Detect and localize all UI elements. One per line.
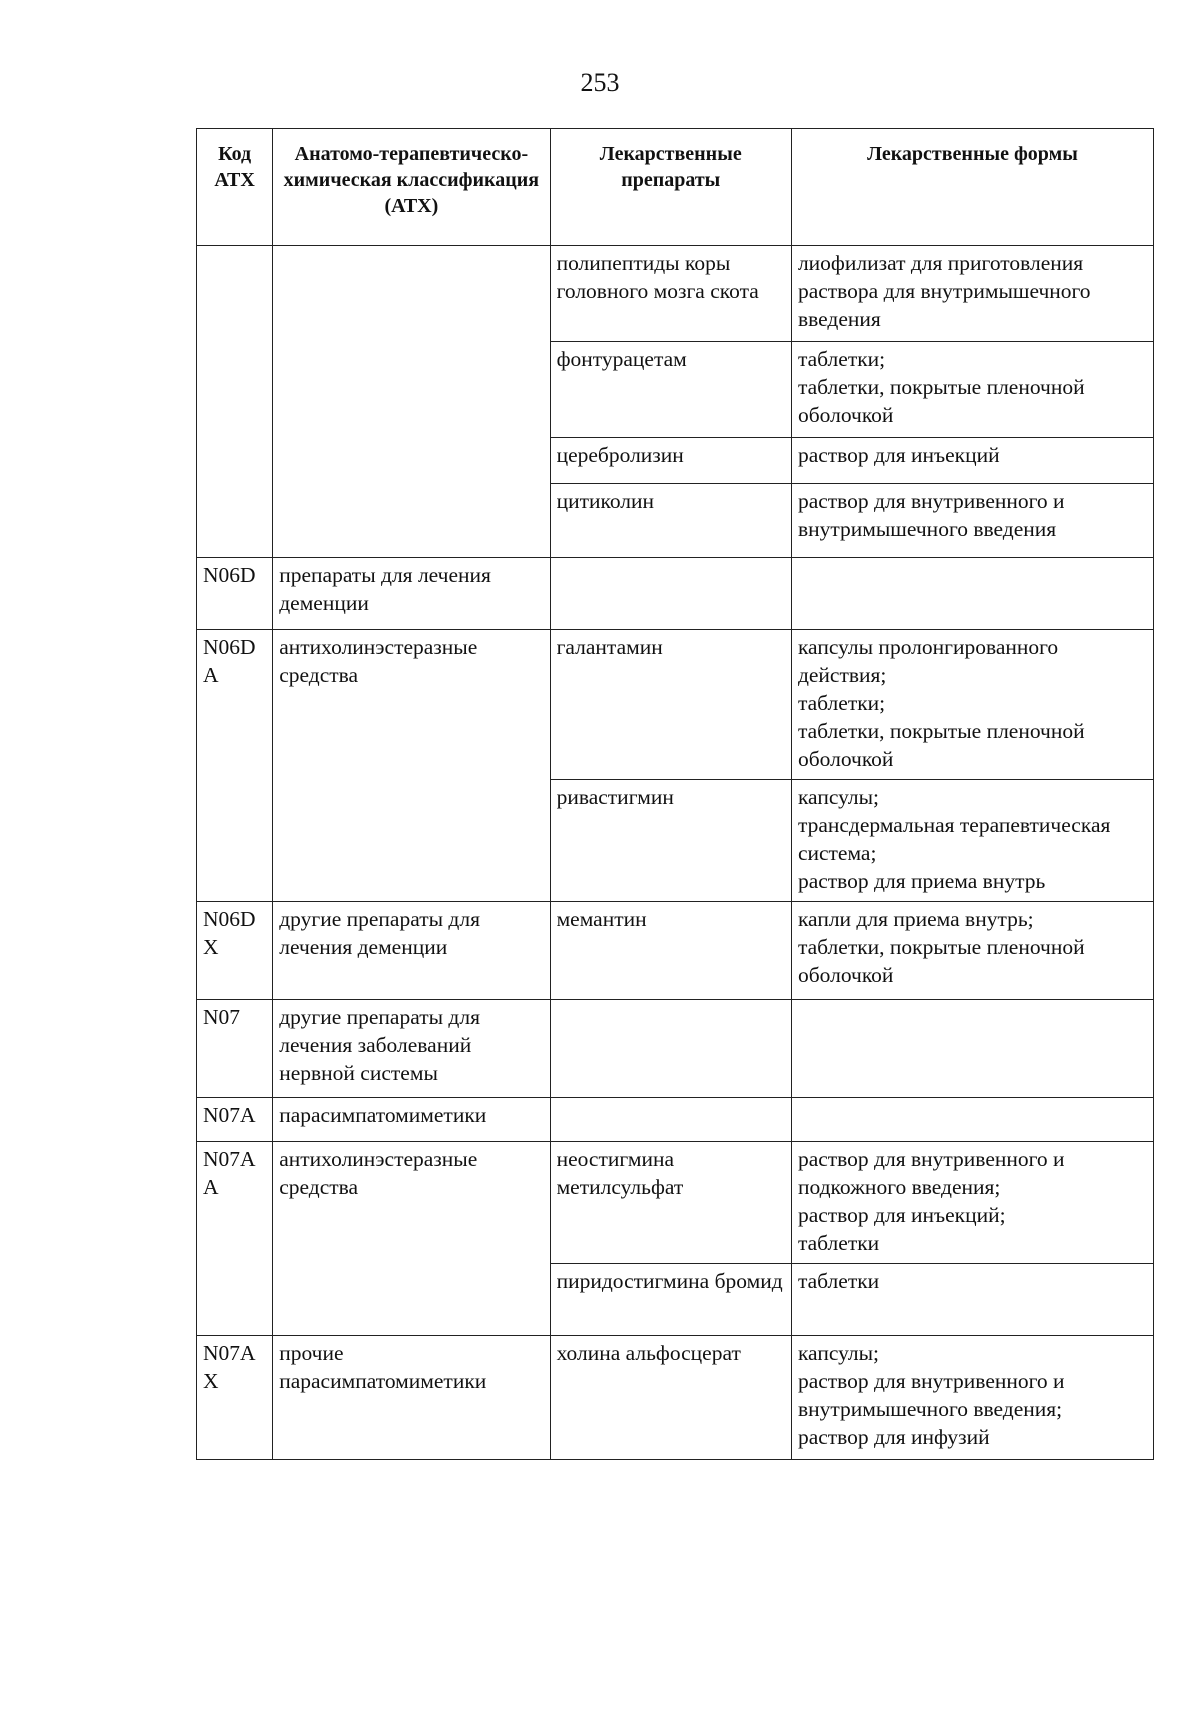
table-header-row xyxy=(197,129,1154,246)
table-body xyxy=(197,246,1154,1460)
dosage-form-line: лиофилизат для приготовления раствора для внутримышечного введения xyxy=(797,251,1091,331)
dosage-form-line: капсулы; xyxy=(797,1341,880,1365)
dosage-forms-cell xyxy=(791,1264,1153,1336)
table-row xyxy=(197,1098,1154,1142)
drug-name-cell: церебролизин xyxy=(550,438,791,484)
dosage-form-line: таблетки, покрытые пленочной оболочкой xyxy=(797,935,1085,987)
atx-classification-cell: антихолинэстеразные средства xyxy=(273,630,550,902)
table-row xyxy=(197,630,1154,780)
drug-name-cell: галантамин xyxy=(550,630,791,780)
drug-name-cell xyxy=(550,1000,791,1098)
header-code: Код АТХ xyxy=(197,129,273,246)
atx-classification-cell: парасимпатомиметики xyxy=(273,1098,550,1142)
header-classification: Анатомо-терапевтическо-химическая классификация (АТХ) xyxy=(273,129,550,246)
atx-code-cell: N07 xyxy=(197,1000,273,1098)
atx-code-cell: N07AX xyxy=(197,1336,273,1460)
atx-classification-cell: прочие парасимпатомиметики xyxy=(273,1336,550,1460)
dosage-form-line: таблетки, покрытые пленочной оболочкой xyxy=(797,375,1085,427)
dosage-forms-cell xyxy=(791,630,1153,780)
drug-name-cell xyxy=(550,558,791,630)
dosage-form-line: раствор для внутривенного и внутримышечного введения; xyxy=(797,1369,1065,1421)
drug-name-cell: мемантин xyxy=(550,902,791,1000)
dosage-form-line: капли для приема внутрь; xyxy=(797,907,1034,931)
atx-code-cell: N06DX xyxy=(197,902,273,1000)
table-row xyxy=(197,1000,1154,1098)
dosage-forms-cell xyxy=(791,1000,1153,1098)
header-forms: Лекарственные формы xyxy=(791,129,1153,246)
table-row xyxy=(197,1336,1154,1460)
table-row xyxy=(197,558,1154,630)
atx-code-cell: N06DA xyxy=(197,630,273,902)
table-row xyxy=(197,246,1154,342)
dosage-forms-cell xyxy=(791,342,1153,438)
dosage-form-line: таблетки; xyxy=(797,347,886,371)
table-row xyxy=(197,1142,1154,1264)
atx-classification-cell: другие препараты для лечения деменции xyxy=(273,902,550,1000)
dosage-forms-cell xyxy=(791,438,1153,484)
dosage-forms-cell xyxy=(791,902,1153,1000)
dosage-form-line: раствор для внутривенного и подкожного введения; xyxy=(797,1147,1065,1199)
dosage-forms-cell xyxy=(791,558,1153,630)
dosage-form-line: раствор для инфузий xyxy=(797,1425,990,1449)
drug-name-cell: фонтурацетам xyxy=(550,342,791,438)
dosage-form-line: раствор для внутривенного и внутримышечного введения xyxy=(797,489,1065,541)
dosage-form-line: трансдермальная терапевтическая система; xyxy=(797,813,1111,865)
atx-code-cell: N07AA xyxy=(197,1142,273,1336)
atx-classification-cell: другие препараты для лечения заболеваний нервной системы xyxy=(273,1000,550,1098)
atx-code-cell xyxy=(197,246,273,558)
drug-name-cell: холина альфосцерат xyxy=(550,1336,791,1460)
page-number: 253 xyxy=(580,68,620,97)
drug-name-cell: полипептиды коры головного мозга скота xyxy=(550,246,791,342)
drug-name-cell: цитиколин xyxy=(550,484,791,558)
drug-name-cell xyxy=(550,1098,791,1142)
dosage-form-line: раствор для инъекций; xyxy=(797,1203,1006,1227)
dosage-form-line: таблетки, покрытые пленочной оболочкой xyxy=(797,719,1085,771)
atx-classification-cell: антихолинэстеразные средства xyxy=(273,1142,550,1336)
header-drugs: Лекарственные препараты xyxy=(550,129,791,246)
dosage-forms-cell xyxy=(791,484,1153,558)
atx-classification-cell: препараты для лечения деменции xyxy=(273,558,550,630)
dosage-forms-cell xyxy=(791,1142,1153,1264)
drug-name-cell: неостигмина метилсульфат xyxy=(550,1142,791,1264)
dosage-forms-cell xyxy=(791,246,1153,342)
dosage-form-line: капсулы пролонгированного действия; xyxy=(797,635,1059,687)
dosage-form-line: таблетки xyxy=(797,1269,880,1293)
dosage-form-line: раствор для приема внутрь xyxy=(797,869,1046,893)
atx-classification-cell xyxy=(273,246,550,558)
dosage-forms-cell xyxy=(791,1336,1153,1460)
drug-name-cell: ривастигмин xyxy=(550,780,791,902)
dosage-forms-cell xyxy=(791,780,1153,902)
dosage-form-line: таблетки xyxy=(797,1231,880,1255)
atx-code-cell: N06D xyxy=(197,558,273,630)
drug-name-cell: пиридостигмина бромид xyxy=(550,1264,791,1336)
dosage-forms-cell xyxy=(791,1098,1153,1142)
dosage-form-line: капсулы; xyxy=(797,785,880,809)
dosage-form-line: раствор для инъекций xyxy=(797,443,1000,467)
atx-table xyxy=(196,128,1154,1460)
table-row xyxy=(197,902,1154,1000)
dosage-form-line: таблетки; xyxy=(797,691,886,715)
atx-code-cell: N07A xyxy=(197,1098,273,1142)
